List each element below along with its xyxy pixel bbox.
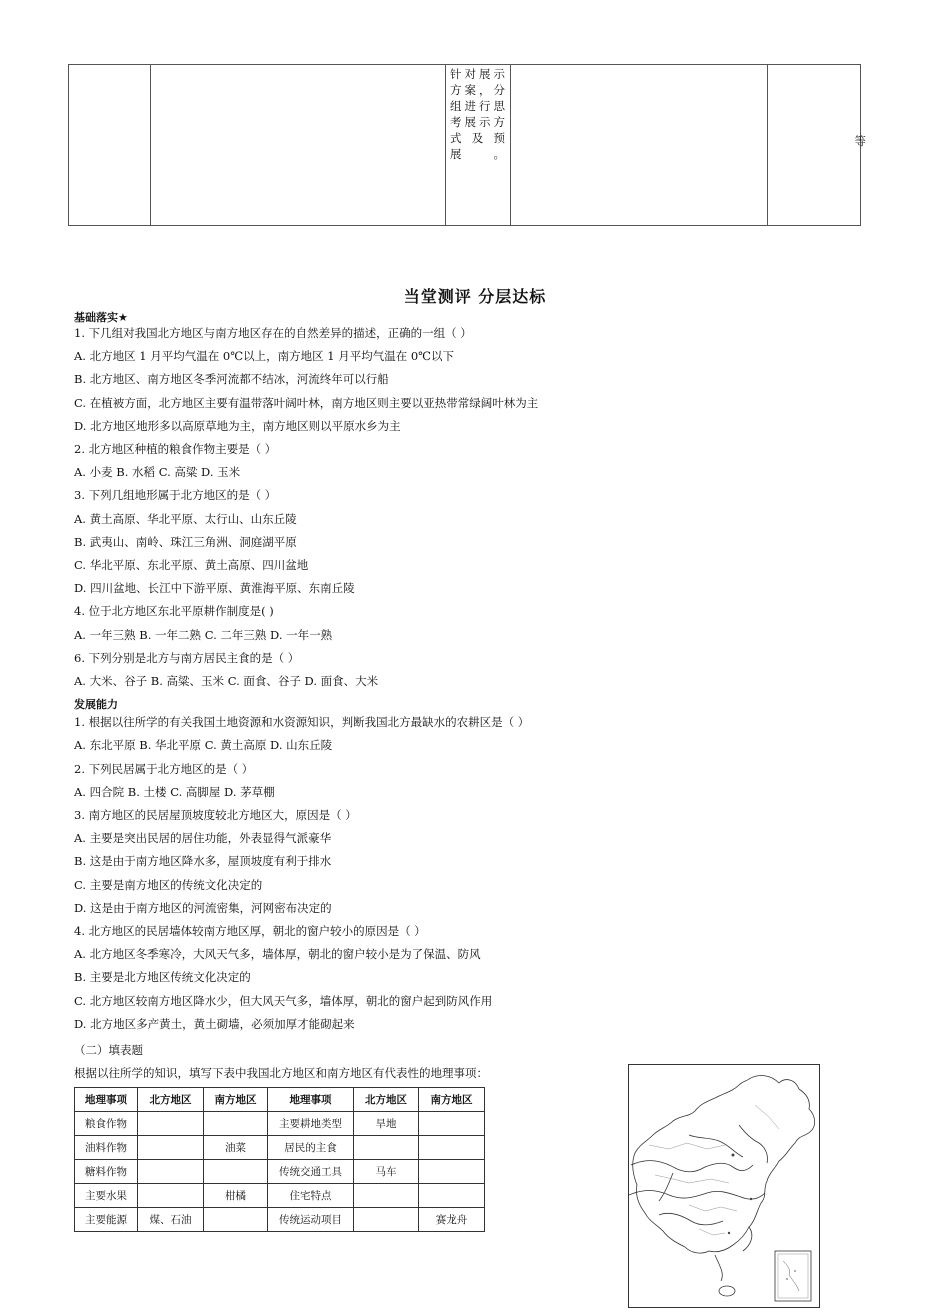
fill-table-cell: 居民的主食 [268, 1136, 354, 1160]
fill-table-cell [204, 1112, 268, 1136]
fill-table-cell: 主要耕地类型 [268, 1112, 354, 1136]
fill-table-cell [138, 1112, 204, 1136]
fill-table-cell: 粮食作物 [75, 1112, 138, 1136]
basic-question-line: B. 北方地区、南方地区冬季河流都不结冰，河流终年可以行船 [74, 372, 389, 386]
fill-heading: （二）填表题 [74, 1043, 143, 1057]
fill-table-header-cell: 北方地区 [354, 1088, 419, 1112]
fill-table-row [75, 1208, 485, 1232]
fill-table-cell: 传统运动项目 [268, 1208, 354, 1232]
fill-table-header-cell: 地理事项 [75, 1088, 138, 1112]
fill-table-cell [138, 1136, 204, 1160]
advanced-question-line: 1. 根据以往所学的有关我国土地资源和水资源知识，判断我国北方最缺水的农耕区是（ ） [74, 715, 530, 729]
fill-table-row [75, 1112, 485, 1136]
fill-table-cell [354, 1136, 419, 1160]
top-cell-5 [768, 65, 866, 226]
fill-table-header-cell: 南方地区 [419, 1088, 485, 1112]
fill-table-cell [354, 1208, 419, 1232]
advanced-question-line: 4. 北方地区的民居墙体较南方地区厚，朝北的窗户较小的原因是（ ） [74, 924, 426, 938]
fill-table-cell: 油菜 [204, 1136, 268, 1160]
advanced-question-line: B. 这是由于南方地区降水多，屋顶坡度有利于排水 [74, 854, 332, 868]
fill-table-cell [204, 1160, 268, 1184]
fill-table-cell: 住宅特点 [268, 1184, 354, 1208]
advanced-question-line: A. 北方地区冬季寒冷，大风天气多，墙体厚，朝北的窗户较小是为了保温、防风 [74, 947, 481, 961]
fill-table-cell [204, 1208, 268, 1232]
fill-table-cell [354, 1184, 419, 1208]
fill-table-cell: 煤、石油 [138, 1208, 204, 1232]
advanced-question-line: A. 四合院 B. 土楼 C. 高脚屋 D. 茅草棚 [74, 785, 275, 799]
fill-table-body [75, 1112, 485, 1232]
fill-table-row [75, 1184, 485, 1208]
fill-table-cell: 主要水果 [75, 1184, 138, 1208]
fill-table [74, 1087, 485, 1232]
advanced-question-line: C. 北方地区较南方地区降水少，但大风天气多，墙体厚，朝北的窗户起到防风作用 [74, 994, 493, 1008]
fill-table-cell: 旱地 [354, 1112, 419, 1136]
top-cell-3 [446, 65, 511, 226]
basic-question-line: 2. 北方地区种植的粮食作物主要是（ ） [74, 442, 277, 456]
basic-question-line: A. 小麦 B. 水稻 C. 高粱 D. 玉米 [74, 465, 241, 479]
top-cell-4 [511, 65, 768, 226]
fill-table-row [75, 1160, 485, 1184]
basic-question-line: B. 武夷山、南岭、珠江三角洲、洞庭湖平原 [74, 535, 297, 549]
basic-question-line: 1. 下几组对我国北方地区与南方地区存在的自然差异的描述，正确的一组（ ） [74, 326, 472, 340]
china-map [628, 1064, 820, 1308]
advanced-question-line: D. 北方地区多产黄土，黄土砌墙，必须加厚才能砌起来 [74, 1017, 355, 1031]
advanced-question-line: D. 这是由于南方地区的河流密集，河网密布决定的 [74, 901, 332, 915]
fill-table-header-cell: 地理事项 [268, 1088, 354, 1112]
fill-table-header-cell: 南方地区 [204, 1088, 268, 1112]
basic-question-line: D. 四川盆地、长江中下游平原、黄淮海平原、东南丘陵 [74, 581, 355, 595]
basic-question-line: C. 在植被方面，北方地区主要有温带落叶阔叶林，南方地区则主要以亚热带常绿阔叶林为主 [74, 396, 539, 410]
basic-question-line: A. 黄土高原、华北平原、太行山、山东丘陵 [74, 512, 297, 526]
advanced-question-line: A. 主要是突出民居的居住功能，外表显得气派豪华 [74, 831, 332, 845]
fill-table-cell [419, 1112, 485, 1136]
basic-question-line: C. 华北平原、东北平原、黄土高原、四川盆地 [74, 558, 309, 572]
fill-table-cell: 主要能源 [75, 1208, 138, 1232]
advanced-question-line: C. 主要是南方地区的传统文化决定的 [74, 878, 263, 892]
fill-table-cell: 糖料作物 [75, 1160, 138, 1184]
advanced-heading: 发展能力 [74, 698, 118, 711]
fill-table-cell [419, 1160, 485, 1184]
basic-question-line: A. 北方地区 1 月平均气温在 0℃以上，南方地区 1 月平均气温在 0℃以下 [74, 349, 455, 363]
section-title: 当堂测评 分层达标 [403, 287, 547, 306]
basic-question-line: 3. 下列几组地形属于北方地区的是（ ） [74, 488, 277, 502]
fill-table-cell: 赛龙舟 [419, 1208, 485, 1232]
fill-table-header-cell: 北方地区 [138, 1088, 204, 1112]
fill-table-header [75, 1088, 485, 1112]
basic-question-line: 4. 位于北方地区东北平原耕作制度是( ) [74, 604, 274, 618]
basic-question-line: D. 北方地区地形多以高原草地为主，南方地区则以平原水乡为主 [74, 419, 401, 433]
basic-question-line: A. 大米、谷子 B. 高粱、玉米 C. 面食、谷子 D. 面食、大米 [74, 674, 379, 688]
advanced-question-line: A. 东北平原 B. 华北平原 C. 黄土高原 D. 山东丘陵 [74, 738, 333, 752]
basic-heading: 基础落实★ [74, 311, 128, 324]
fill-table-cell: 油料作物 [75, 1136, 138, 1160]
china-map-drawing [629, 1065, 819, 1307]
advanced-question-line: B. 主要是北方地区传统文化决定的 [74, 970, 251, 984]
fill-table-cell [419, 1184, 485, 1208]
top-cell-1 [69, 65, 151, 226]
top-note: 针对展示方案，分组进行思考展示方式及预展。 [450, 67, 505, 161]
fill-table-cell [138, 1184, 204, 1208]
top-cell-2 [151, 65, 446, 226]
top-last-text: 等 [854, 134, 866, 148]
fill-table-cell [419, 1136, 485, 1160]
basic-question-line: 6. 下列分别是北方与南方居民主食的是（ ） [74, 651, 300, 665]
fill-table-cell: 马车 [354, 1160, 419, 1184]
advanced-question-line: 2. 下列民居属于北方地区的是（ ） [74, 762, 254, 776]
basic-question-line: A. 一年三熟 B. 一年二熟 C. 二年三熟 D. 一年一熟 [74, 628, 333, 642]
fill-table-cell: 传统交通工具 [268, 1160, 354, 1184]
fill-table-cell: 柑橘 [204, 1184, 268, 1208]
advanced-question-line: 3. 南方地区的民居屋顶坡度较北方地区大，原因是（ ） [74, 808, 357, 822]
top-table [68, 64, 866, 226]
fill-table-row [75, 1136, 485, 1160]
fill-intro: 根据以往所学的知识，填写下表中我国北方地区和南方地区有代表性的地理事项： [74, 1066, 488, 1080]
fill-table-cell [138, 1160, 204, 1184]
